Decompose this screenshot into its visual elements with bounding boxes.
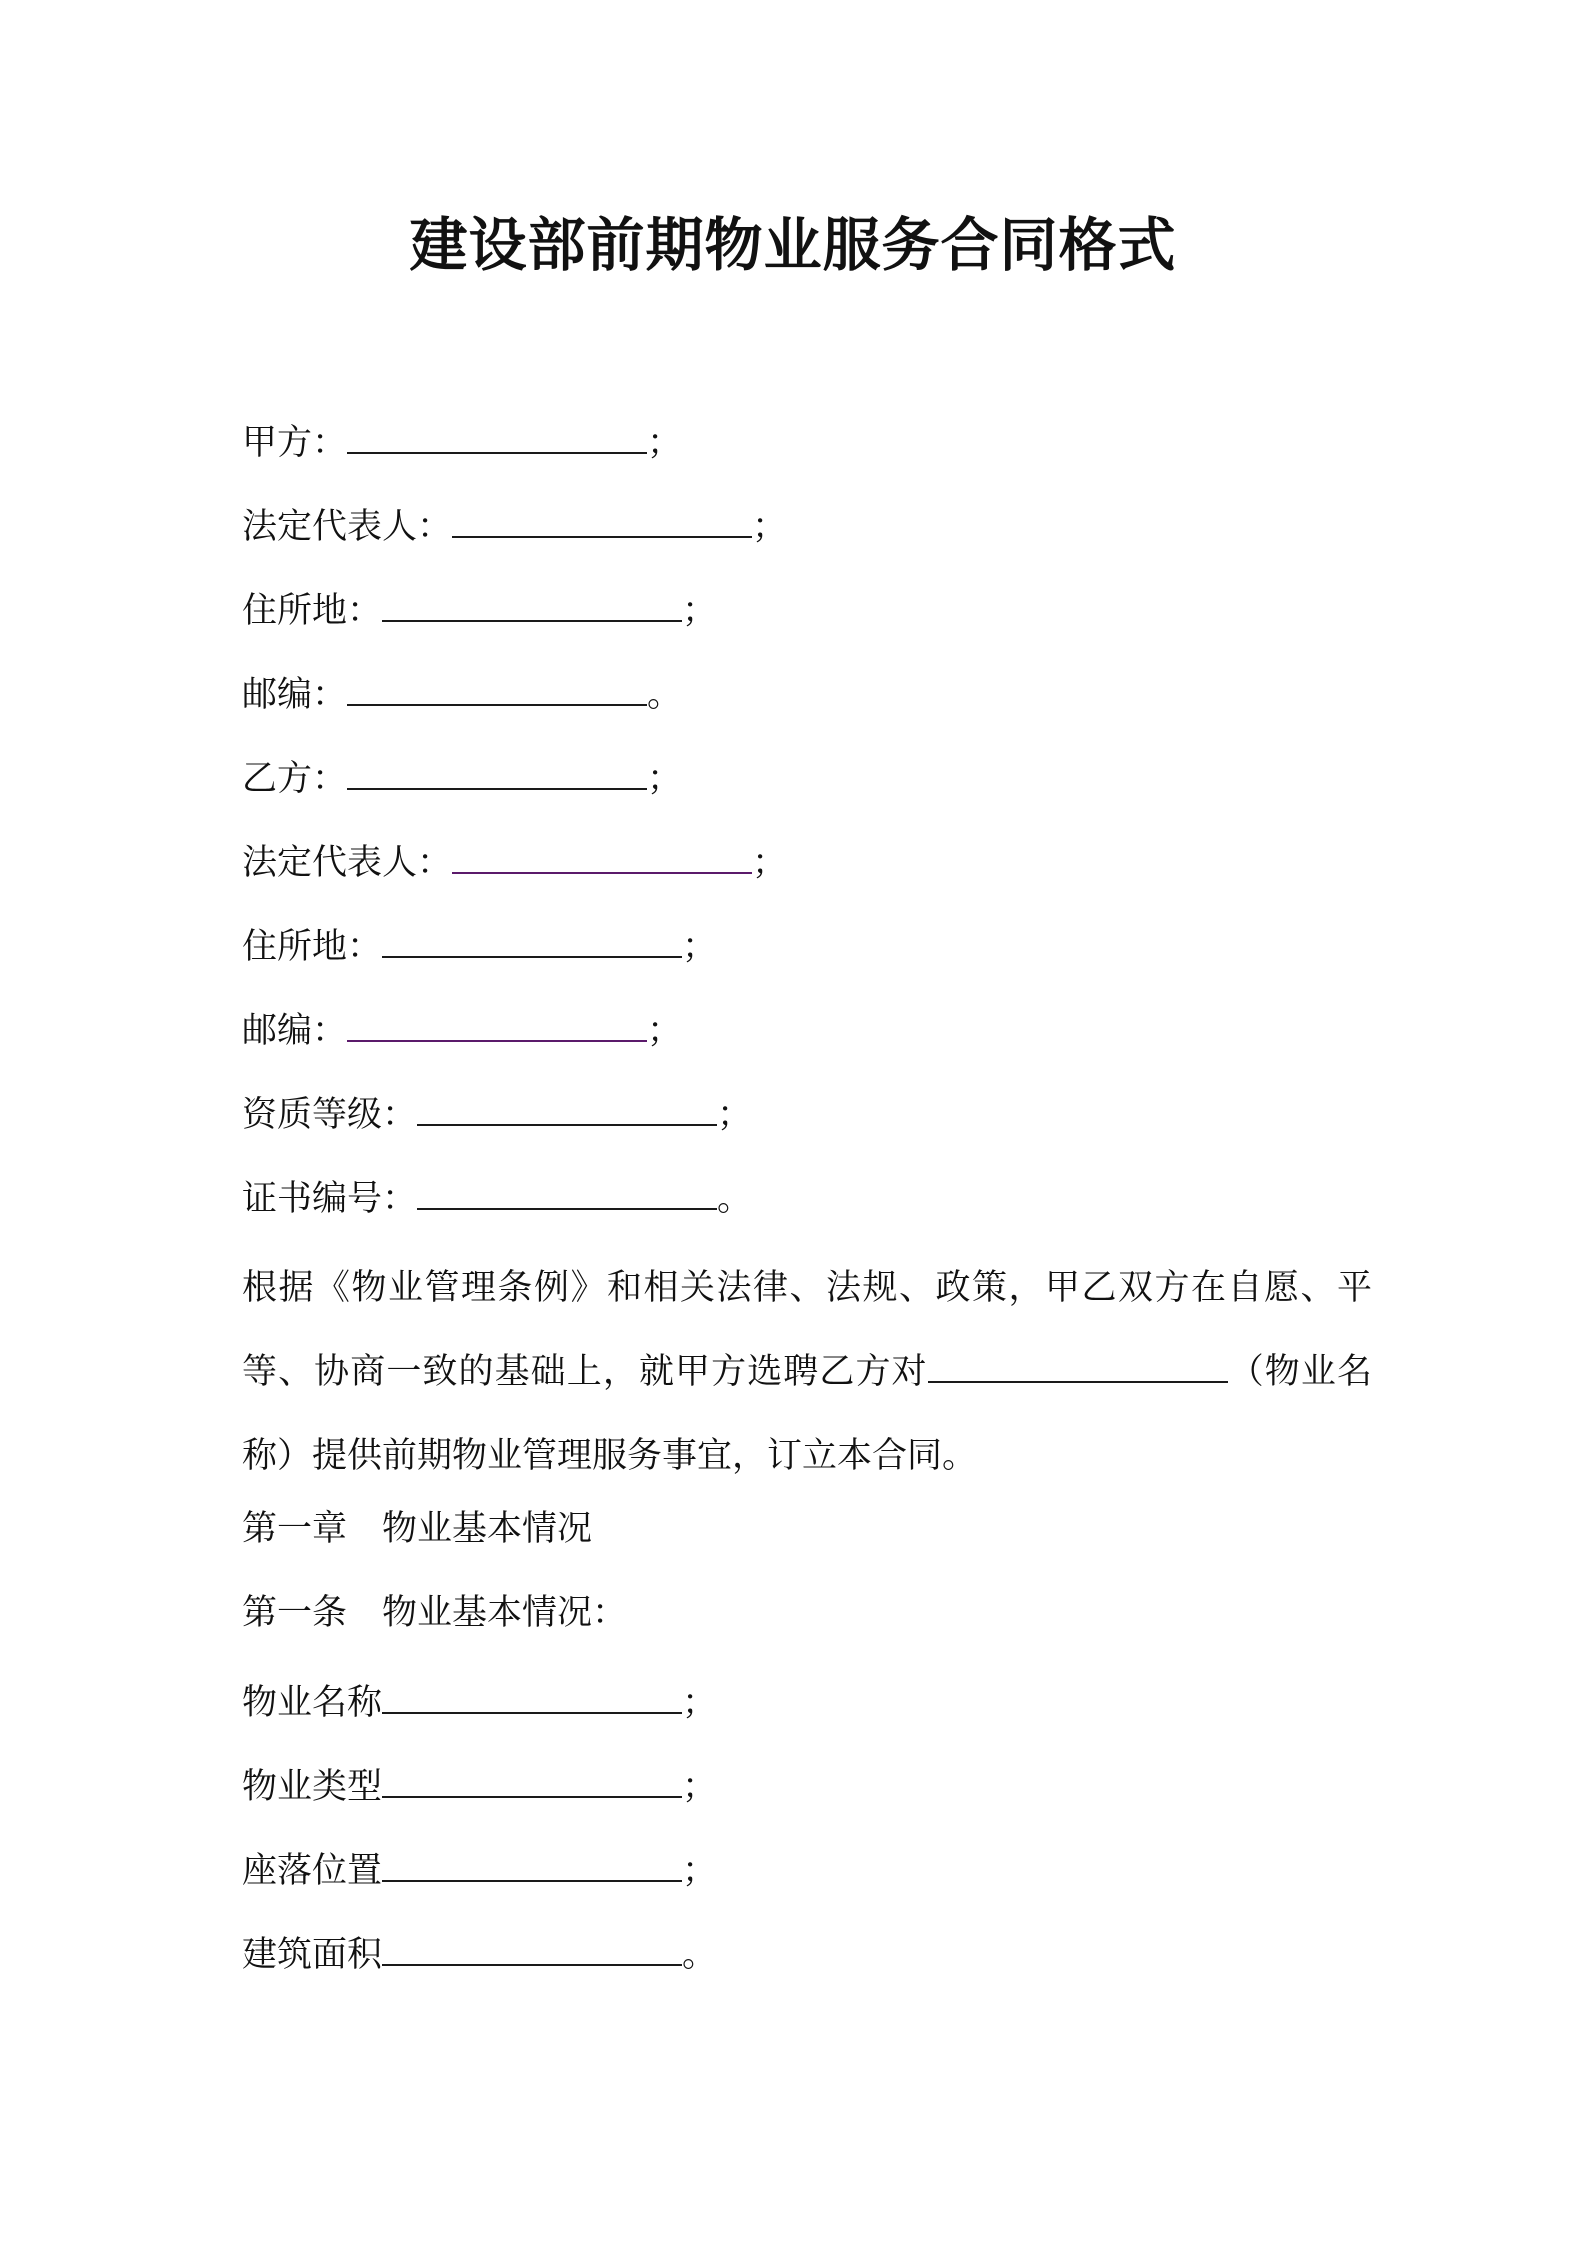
party-a-representative-label: 法定代表人：	[242, 507, 453, 547]
property-type-blank[interactable]	[382, 1750, 682, 1798]
property-name-blank[interactable]	[928, 1335, 1228, 1383]
property-type-line	[242, 1750, 1372, 1834]
party-b-representative-blank[interactable]	[452, 826, 752, 874]
line-end: ；	[647, 423, 683, 463]
party-b-name-line	[242, 742, 1372, 826]
line-end: ；	[647, 1011, 683, 1051]
article-title: 物业基本情况：	[382, 1593, 628, 1633]
party-a-address-label: 住所地：	[242, 591, 383, 631]
party-b-zip-line	[242, 994, 1372, 1078]
party-a-representative-line	[242, 490, 1372, 574]
line-end: ；	[647, 759, 683, 799]
party-b-label: 乙方：	[242, 759, 348, 799]
property-name-line	[242, 1666, 1372, 1750]
preamble-text-2: （物业名称）提供前期物业管理服务事宜，订立本合同。	[242, 1352, 1372, 1476]
party-b-address-label: 住所地：	[242, 927, 383, 967]
party-a-name-blank[interactable]	[347, 406, 647, 454]
party-a-label: 甲方：	[242, 423, 348, 463]
party-b-cert-blank[interactable]	[417, 1162, 717, 1210]
article-heading	[242, 1582, 1372, 1666]
party-b-address-blank[interactable]	[382, 910, 682, 958]
preamble-text-1: 根据《物业管理条例》和相关法律、法规、政策，甲乙双方在自愿、平等、协商一致的基础上，就甲方选聘乙方对	[242, 1268, 1372, 1392]
chapter-heading	[242, 1498, 1372, 1582]
line-end: ；	[752, 507, 788, 547]
line-end: ；	[682, 927, 718, 967]
party-b-cert-line	[242, 1162, 1372, 1246]
party-b-address-line	[242, 910, 1372, 994]
party-b-representative-line	[242, 826, 1372, 910]
property-location-label: 座落位置	[242, 1851, 383, 1891]
party-b-name-blank[interactable]	[347, 742, 647, 790]
line-end: ；	[682, 1851, 718, 1891]
line-end: ；	[682, 1683, 718, 1723]
property-location-line	[242, 1834, 1372, 1918]
property-name-field-blank[interactable]	[382, 1666, 682, 1714]
line-end: ；	[752, 843, 788, 883]
party-a-address-line	[242, 574, 1372, 658]
line-end: 。	[717, 1179, 753, 1219]
document-title: 建设部前期物业服务合同格式	[409, 211, 1177, 279]
property-name-label: 物业名称	[242, 1683, 383, 1723]
party-a-representative-blank[interactable]	[452, 490, 752, 538]
line-end: ；	[682, 1767, 718, 1807]
property-location-blank[interactable]	[382, 1834, 682, 1882]
contract-body	[242, 406, 1372, 2002]
line-end: 。	[647, 675, 683, 715]
property-area-blank[interactable]	[382, 1918, 682, 1966]
party-a-zip-line	[242, 658, 1372, 742]
party-b-zip-blank[interactable]	[347, 994, 647, 1042]
line-end: ；	[682, 591, 718, 631]
party-b-cert-label: 证书编号：	[242, 1179, 418, 1219]
party-a-zip-label: 邮编：	[242, 675, 348, 715]
line-end: 。	[682, 1935, 718, 1975]
article-number: 第一条	[242, 1593, 348, 1633]
party-b-grade-blank[interactable]	[417, 1078, 717, 1126]
party-b-zip-label: 邮编：	[242, 1011, 348, 1051]
party-b-representative-label: 法定代表人：	[242, 843, 453, 883]
preamble-paragraph	[242, 1246, 1372, 1498]
party-b-grade-line	[242, 1078, 1372, 1162]
party-a-name-line	[242, 406, 1372, 490]
property-area-line	[242, 1918, 1372, 2002]
line-end: ；	[717, 1095, 753, 1135]
property-area-label: 建筑面积	[242, 1935, 383, 1975]
party-a-zip-blank[interactable]	[347, 658, 647, 706]
chapter-title: 物业基本情况	[382, 1509, 593, 1549]
party-a-address-blank[interactable]	[382, 574, 682, 622]
chapter-number: 第一章	[242, 1509, 348, 1549]
property-type-label: 物业类型	[242, 1767, 383, 1807]
party-b-grade-label: 资质等级：	[242, 1095, 418, 1135]
